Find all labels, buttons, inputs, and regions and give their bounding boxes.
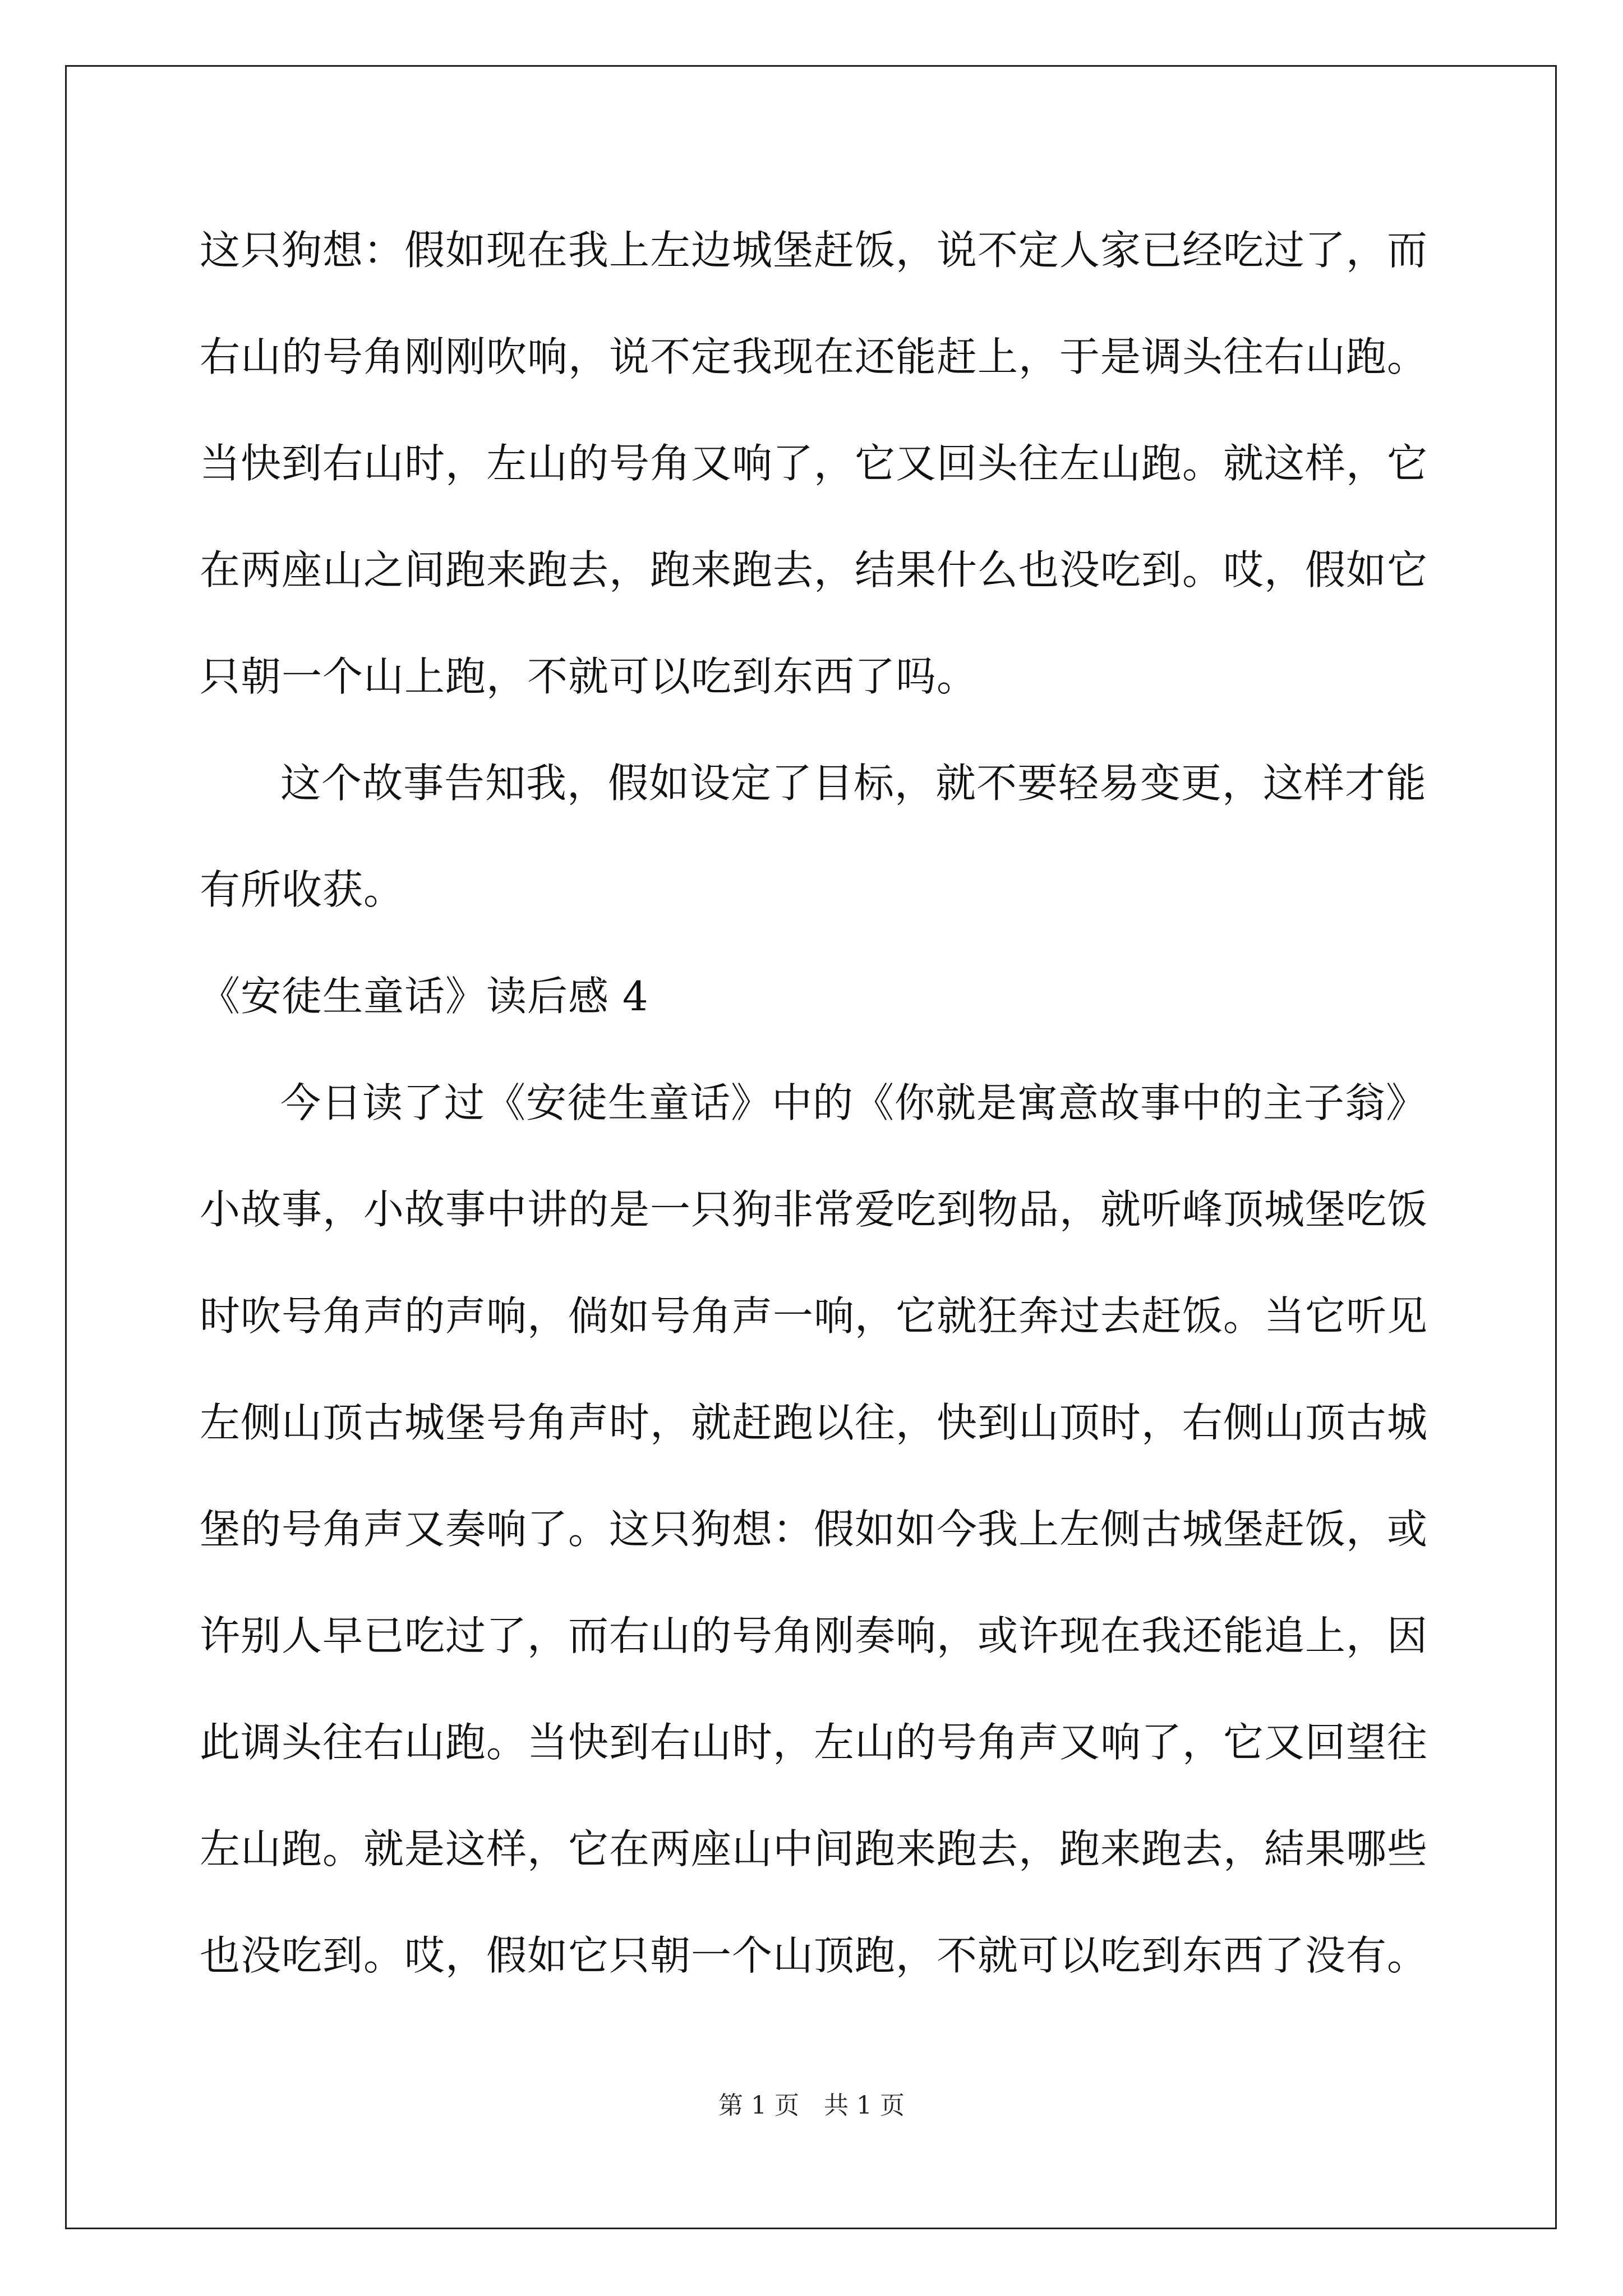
section-heading: 《安徒生童话》读后感 4 <box>200 973 649 1020</box>
text-line-16: 左山跑。就是这样，它在两座山中间跑来跑去，跑来跑去，結果哪些 <box>200 1825 1428 1872</box>
text-line-11: 时吹号角声的声响，倘如号角声一响，它就狂奔过去赶饭。当它听见 <box>200 1292 1428 1340</box>
text-line-1: 这只狗想：假如现在我上左边城堡赶饭，说不定人家已经吃过了，而 <box>200 227 1428 274</box>
text-line-13: 堡的号角声又奏响了。这只狗想：假如如今我上左侧古城堡赶饭，或 <box>200 1506 1428 1553</box>
text-line-5: 只朝一个山上跑，不就可以吃到东西了吗。 <box>200 653 978 700</box>
text-line-4: 在两座山之间跑来跑去，跑来跑去，结果什么也没吃到。哎，假如它 <box>200 546 1428 593</box>
page-footer: 第 1 页 共 1 页 <box>718 2091 905 2120</box>
text-line-12: 左侧山顶古城堡号角声时，就赶跑以往，快到山顶时，右侧山顶古城 <box>200 1399 1428 1446</box>
text-line-10: 小故事，小故事中讲的是一只狗非常爱吃到物品，就听峰顶城堡吃饭 <box>200 1186 1428 1233</box>
text-line-7: 有所收获。 <box>200 866 405 913</box>
text-line-15: 此调头往右山跑。当快到右山时，左山的号角声又响了，它又回望往 <box>200 1719 1428 1766</box>
text-line-17: 也没吃到。哎，假如它只朝一个山顶跑，不就可以吃到东西了没有。 <box>200 1932 1428 1979</box>
text-line-9: 今日读了过《安徒生童话》中的《你就是寓意故事中的主子翁》 <box>280 1079 1427 1126</box>
text-line-2: 右山的号角刚刚吹响，说不定我现在还能赶上，于是调头往右山跑。 <box>200 333 1428 380</box>
text-line-3: 当快到右山时，左山的号角又响了，它又回头往左山跑。就这样，它 <box>200 440 1428 487</box>
text-line-6: 这个故事告知我，假如设定了目标，就不要轻易变更，这样才能 <box>280 760 1427 807</box>
text-line-14: 许别人早已吃过了，而右山的号角刚奏响，或许现在我还能追上，因 <box>200 1612 1428 1659</box>
page-border <box>65 65 1557 2229</box>
